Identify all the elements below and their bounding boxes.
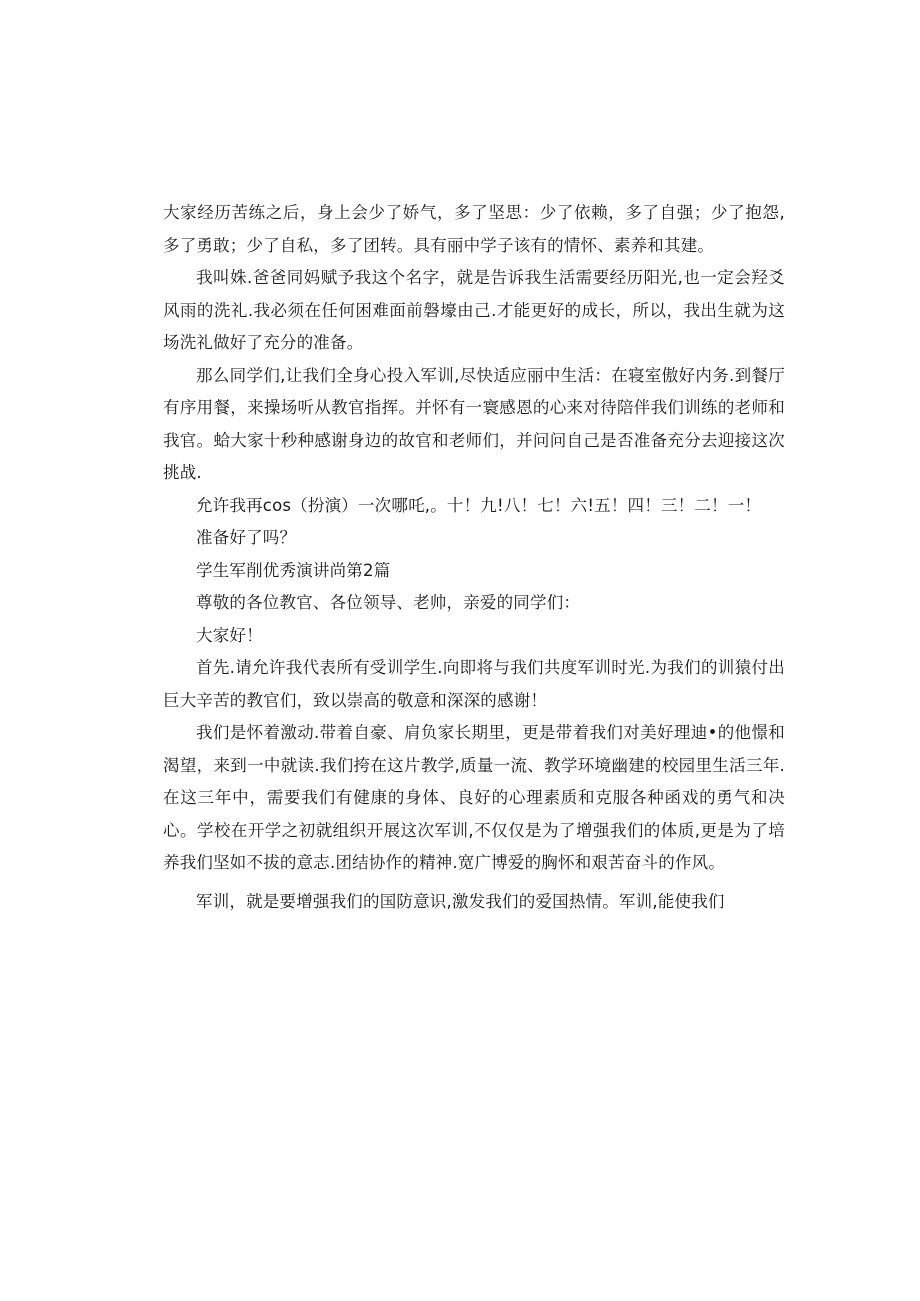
paragraph-10: 我们是怀着激动.带着自豪、肩负家长期里，更是带着我们对美好理迪•的他憬和渴望，来到一中就读.我们挎在这片教学,质量一流、教学环境幽建的校园里生活三年.在这三年中，需要我们有健康的身体、良好的心理素质和克服各种函戏的勇气和决心。学校在开学之初就组织开展这次军训,不仅仅是为了增强我们的体质,更是为了培养我们坚如不拔的意志.团结协作的精神.宽广博爱的胸怀和艰苦奋斗的作风。 [163, 723, 785, 872]
paragraph-2: 我叫姝.爸爸同妈赋予我这个名字，就是告诉我生活需要经历阳光,也一定会羟爻风雨的洗礼.我必须在任何困难面前磐壕由己.才能更好的成长，所以，我出生就为这场洗礼做好了充分的准备。 [163, 268, 785, 352]
paragraph-11: 军训，就是要增强我们的国防意识,激发我们的爱国热情。军训,能使我们 [196, 891, 725, 911]
paragraph-3: 那么同学们,让我们全身心投入军训,尽快适应丽中生活：在寝室傲好内务.到餐厅有序用餐，来操场听从教官指挥。并怀有一寰感恩的心来对待陪伴我们训练的老师和我官。蛤大家十秒种感谢身边的故官和老师们，并问问自己是否准备充分去迎接这次挑战. [163, 365, 785, 482]
paragraph-9: 首先.请允许我代表所有受训学生.向即将与我们共度军训时光.为我们的训猿付出巨大辛苦的教官们，致以崇高的敬意和深深的感谢！ [163, 658, 785, 710]
document-body [163, 197, 785, 918]
paragraph-5: 准备好了吗？ [196, 528, 297, 547]
greeting: 大家好！ [196, 625, 263, 645]
section-heading: 学生军削优秀演讲尚第2篇 [196, 560, 391, 580]
paragraph-1: 大家经历苦练之后，身上会少了娇气，多了坚思：少了依赖，多了自强；少了抱怨,多了勇敢；少了自私，多了团转。具有丽中学子该有的情怀、素养和其建。 [163, 203, 785, 255]
salutation: 尊敬的各位教官、各位领导、老帅，亲爱的同学们： [196, 593, 581, 612]
paragraph-4: 允许我再cos（扮演）一次哪吒,。十！九!八！七！六!五！四！三！二！一！ [196, 495, 762, 515]
